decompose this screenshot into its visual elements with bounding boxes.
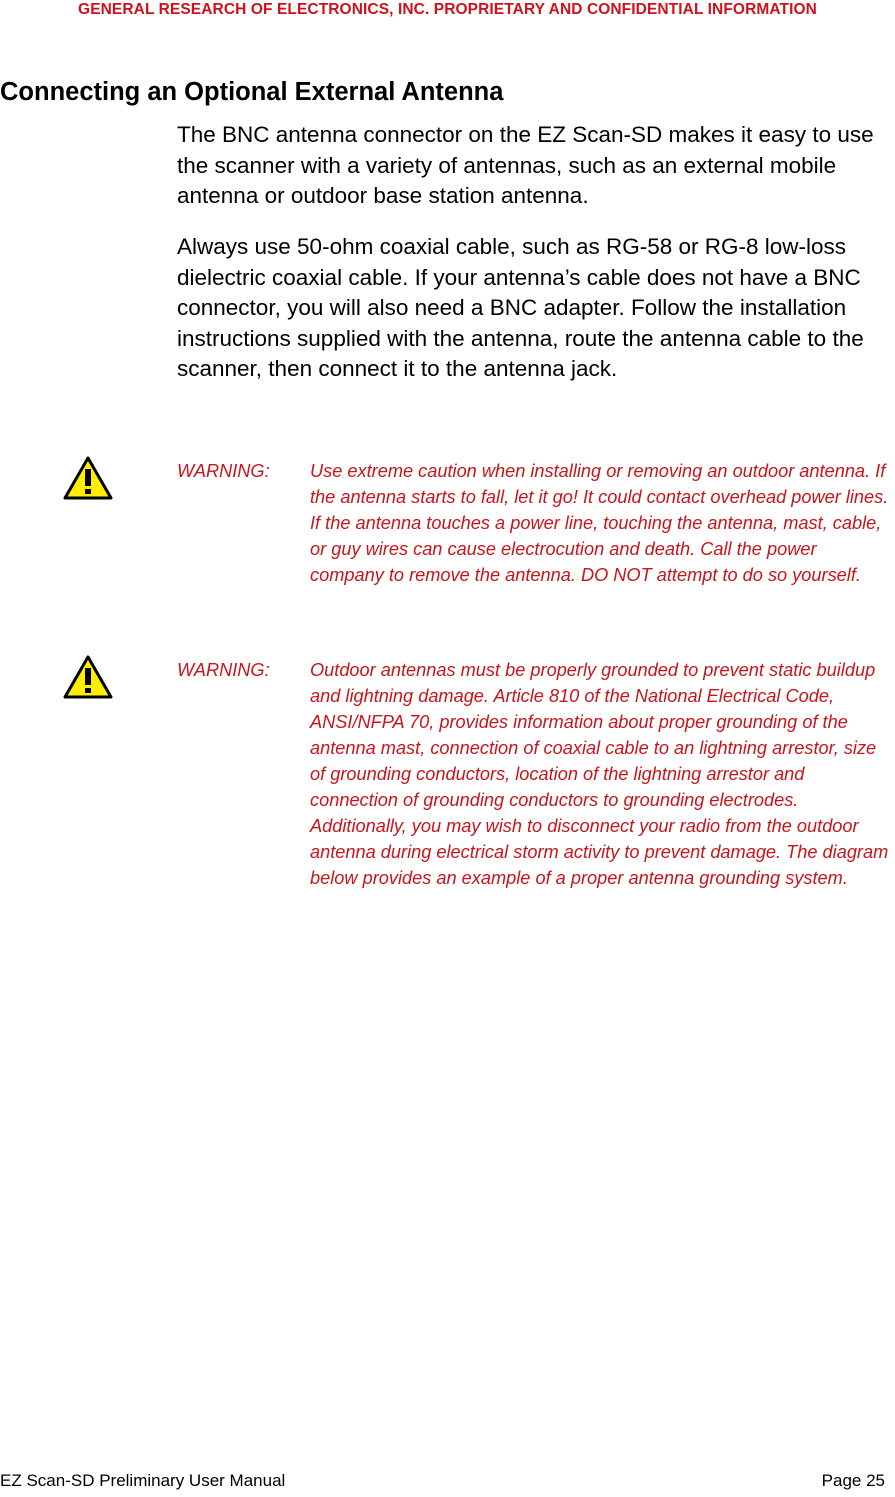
warning-triangle-icon <box>63 456 113 500</box>
warning-triangle-icon <box>63 655 113 699</box>
footer-manual-title: EZ Scan-SD Preliminary User Manual <box>0 1471 286 1490</box>
section-title: Connecting an Optional External Antenna <box>0 78 504 106</box>
body-paragraph-bnc-connector: The BNC antenna connector on the EZ Scan-SD makes it easy to use the scanner with a variety of antennas, such as an external mobile antenna or outdoor base station antenna. <box>177 122 874 208</box>
warning-label: WARNING: <box>177 660 270 680</box>
body-paragraph-coaxial-cable: Always use 50-ohm coaxial cable, such as RG-58 or RG-8 low-loss dielectric coaxial cable. If your antenna’s cable does not have a BNC connector, you will also need a BNC adapter. Follow the installation instructions supplied with the antenna, route the antenna cable to the scanner, then connect it to the antenna jack. <box>177 234 864 381</box>
confidential-notice: GENERAL RESEARCH OF ELECTRONICS, INC. PROPRIETARY AND CONFIDENTIAL INFORMATION <box>78 1 817 18</box>
footer-page-number: Page 25 <box>821 1471 885 1490</box>
warning-text: Outdoor antennas must be properly grounded to prevent static buildup and lightning damage. Article 810 of the National Electrical Code, ANSI/NFPA 70, provides information about proper grounding of the antenna mast, connection of coaxial cable to an lightning arrestor, size of grounding conductors, location of the lightning arrestor and connection of grounding conductors to grounding electrodes. Additionally, you may wish to disconnect your radio from the outdoor antenna during electrical storm activity to prevent damage. The diagram below provides an example of a proper antenna grounding system. <box>310 660 889 888</box>
warning-text: Use extreme caution when installing or removing an outdoor antenna. If the antenna starts to fall, let it go! It could contact overhead power lines. If the antenna touches a power line, touching the antenna, mast, cable, or guy wires can cause electrocution and death. Call the power company to remove the antenna. DO NOT attempt to do so yourself. <box>310 461 889 585</box>
warning-label: WARNING: <box>177 461 270 481</box>
